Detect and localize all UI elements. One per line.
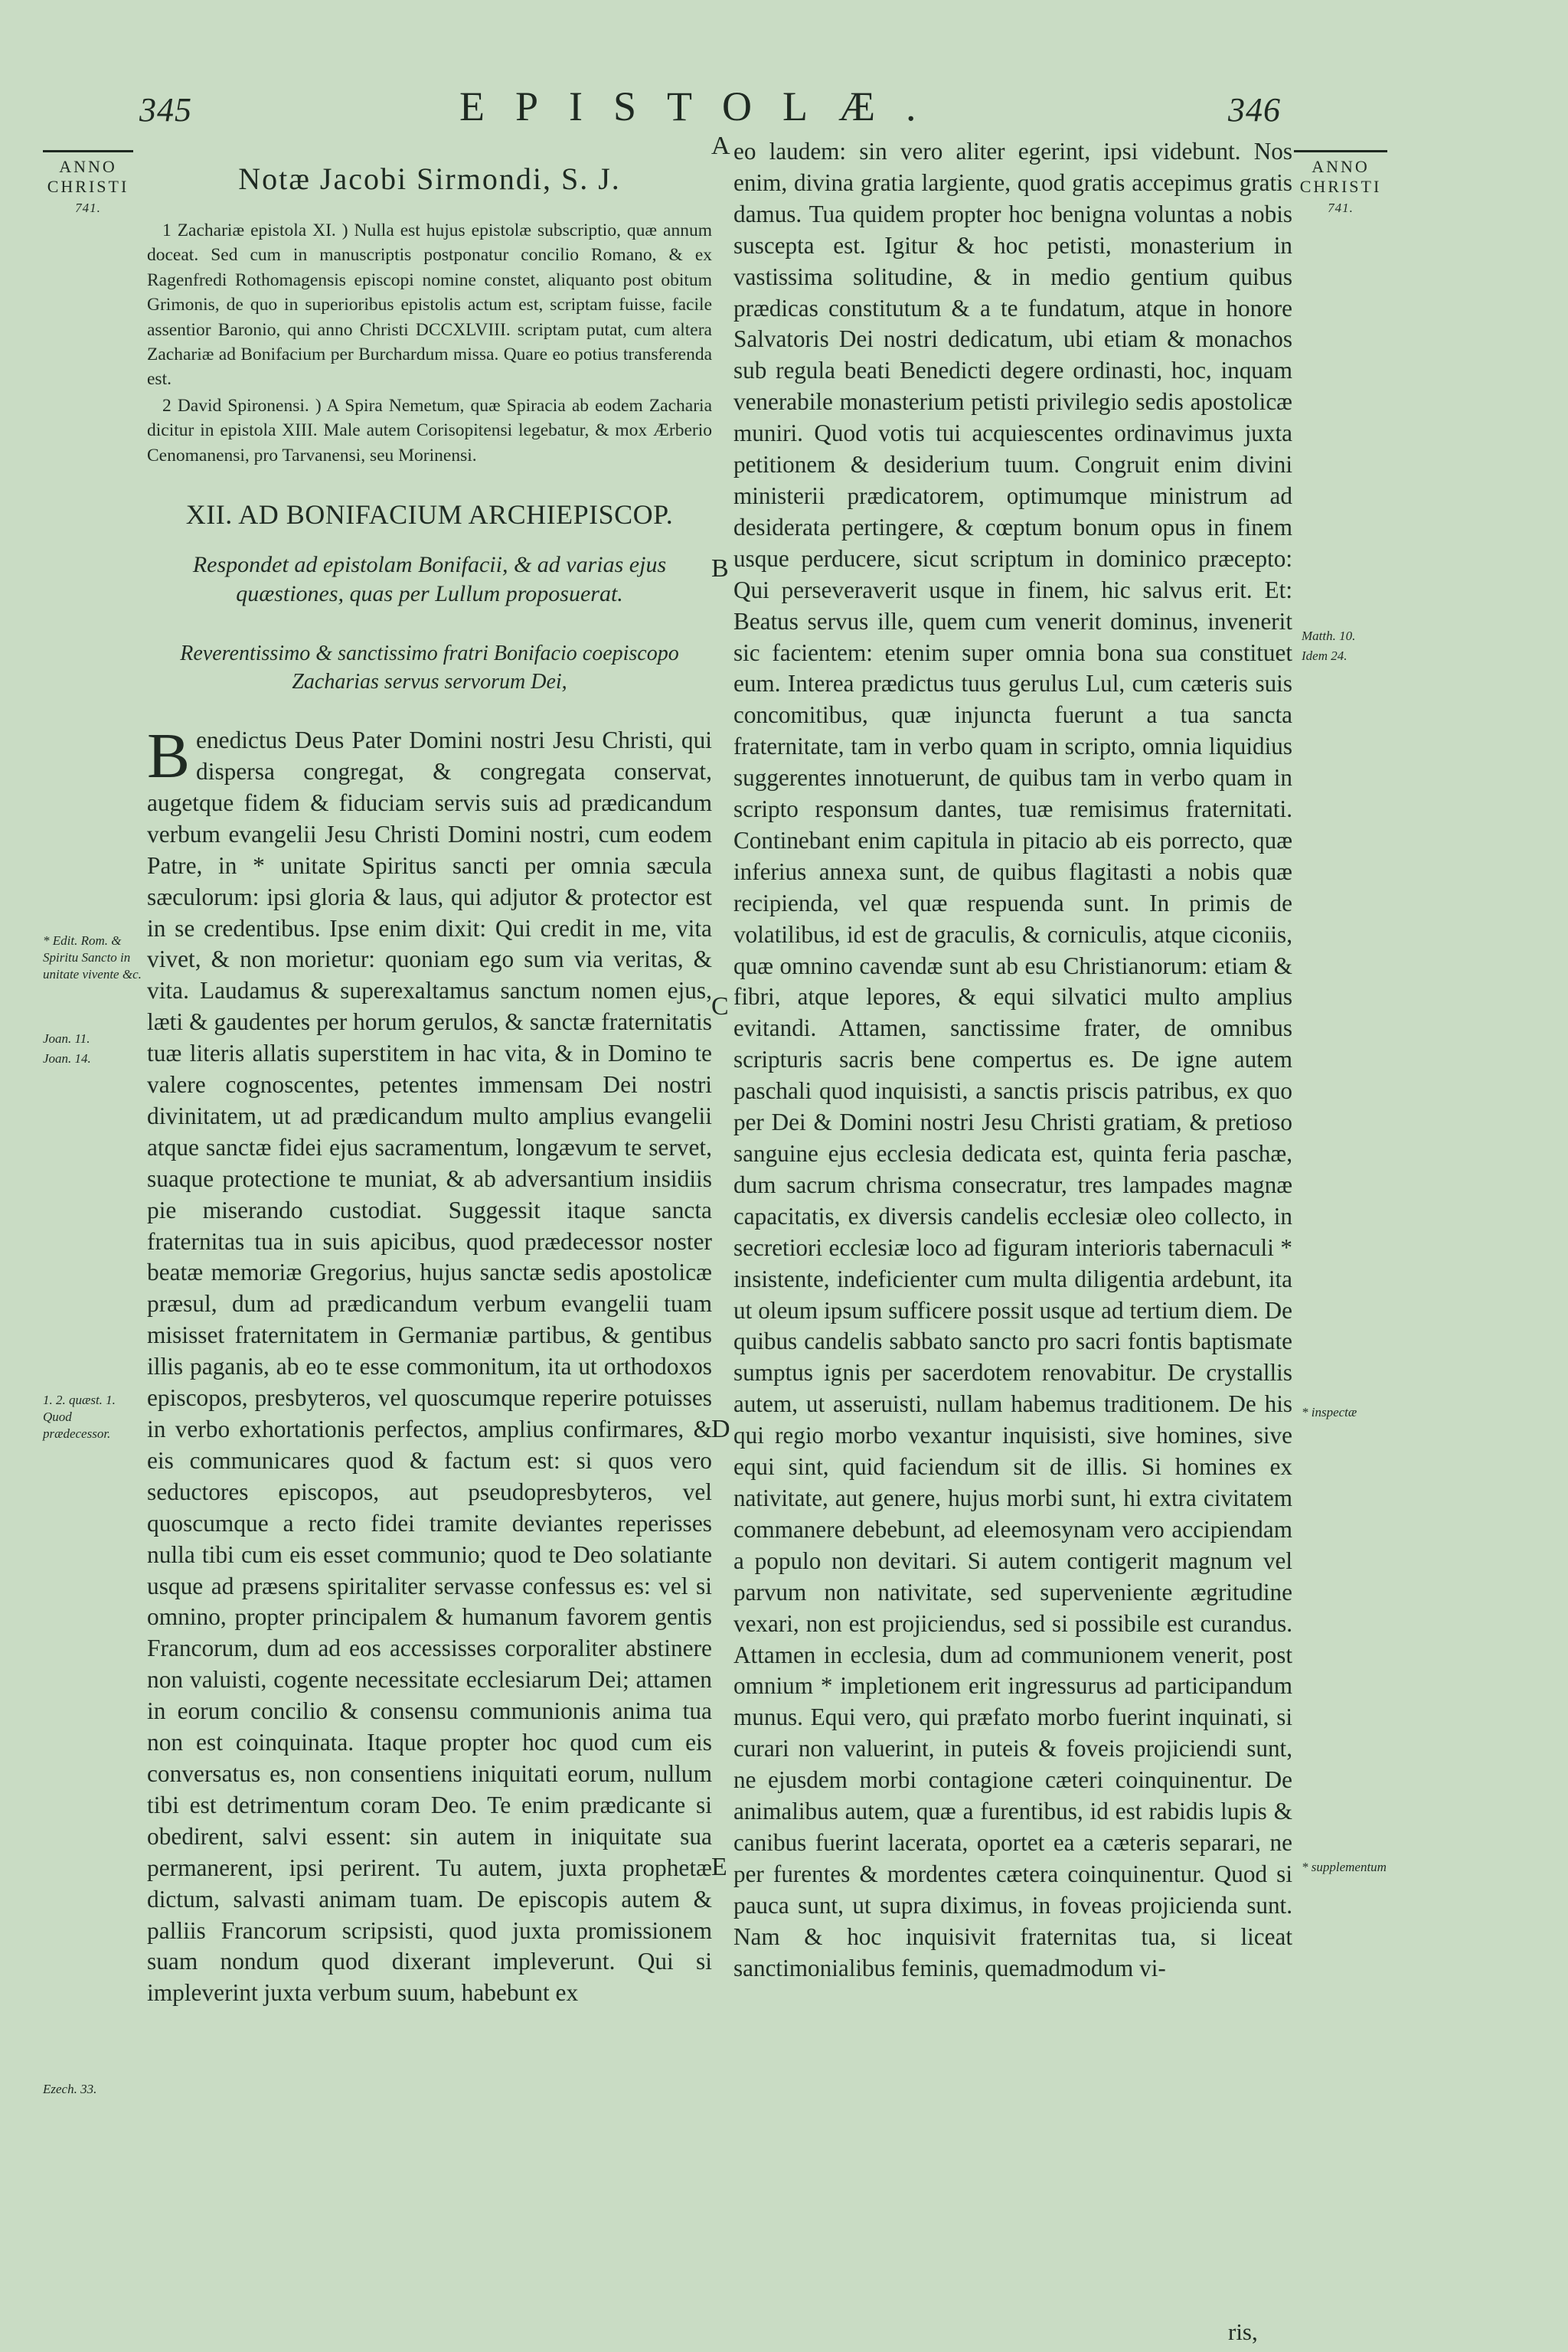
drop-initial: B	[147, 720, 191, 792]
footnote-1: 1 Zachariæ epistola XI. ) Nulla est hujus epistolæ subscriptio, quæ annum doceat. Sed cum in manuscriptis postponatur concilio Romano, & ex Ragenfredi Rothomagensis episcopi nomine constet, aliquanto post obitum Grimonis, de quo in superioribus epistolis actum est, scriptam fuisse, facile assentior Baronio, qui anno Christi DCCXLVIII. scriptam putat, cum altera Zachariæ ad Bonifacium per Burchardum missa. Quare eo potius transferenda est.	[147, 220, 712, 390]
section-letter-e: E	[711, 1853, 727, 1881]
page-number-right: 346	[1228, 91, 1281, 129]
left-column	[147, 144, 712, 2009]
catchword: ris,	[1228, 2318, 1258, 2345]
chapter-argument: Respondet ad epistolam Bonifacii, & ad varias ejus quæstiones, quas per Lullum proposuerat.	[192, 552, 667, 607]
letter-body-left	[147, 720, 712, 2009]
christi-label: CHRISTI	[47, 177, 129, 196]
anno-label: ANNO	[59, 157, 117, 176]
margin-note-supplementum: * supplementum	[1302, 1860, 1387, 1874]
body-text: enedictus Deus Pater Domini nostri Jesu Christi, qui dispersa congregat, & congregata conservat, augetque fidem & fiduciam servis suis ad prædicandum verbum evangelii Jesu Christi Domini nostri, cum eodem Patre, in * unitate Spiritus sancti per omnia sæcula sæculorum: ipsi gloria & laus, qui adjutor & protector est in se credentibus. Ipse enim dixit: Qui credit in me, vita vivet, & non morietur: quoniam ego sum via veritas, & vita. Laudamus & superexaltamus sanctum nomen ejus, læti & gaudentes per horum gerulos, & sanctæ fraternitatis tuæ literis allatis superstitem in hac vita, & in Domino te valere cognoscentes, petentes immensam Dei nostri divinitatem, ut ad prædicandum multo amplius evangelii atque sanctæ fidei ejus sacramentum, longævum te servet, suaque protectione te muniat, & ab adversantium insidiis pie miserando custodiat. Suggessit itaque sancta fraternitas tua in suis apicibus, quod prædecessor noster beatæ memoriæ Gregorius, hujus sanctæ sedis apostolicæ præsul, dum ad prædicandum verbum evangelii tuam misisset fraternitatem in Germaniæ partibus, & gentibus illis paganis, ab eo te esse commonitum, ita ut orthodoxos episcopos, presbyteros, vel quoscumque reperire potuisses in verbo exhortationis perfectos, amplius confirmares, & eis communicares quod & factum est: si quos vero seductores episcopos, aut pseudopresbyteros, vel quoscumque a recto fidei tramite deviantes reperisses nulla tibi cum eis esset communio; quod te Deo solatiante usque ad præsens spiritaliter servasse confessus es: vel si omnino, propter principalem & humanum favorem gentis Francorum, dum ad eos accessisses corporaliter abstinere non valuisti, cogente necessitate ecclesiarum Dei; attamen in eorum concilio & consensu communionis anima tua non est coinquinata. Itaque propter hoc quod cum eis conversatus es, non consentiens iniquitati eorum, nullum tibi est detrimentum coram Deo. Te enim prædicante si obedirent, salvi essent: sin autem in iniquitate sua permanerent, ipsi perirent. Tu autem, juxta prophetæ dictum, salvasti animam tuam. De episcopis autem & palliis Francorum scripsisti, quod juxta promissionem suam nondum quod dixerant impleverunt. Qui si impleverint juxta verbum suum, habebunt ex	[147, 727, 712, 2007]
letter-body-right: eo laudem: sin vero aliter egerint, ipsi videbunt. Nos enim, divina gratia largiente, quod gratis accepimus gratis damus. Tua quidem propter hoc benigna voluntas a nobis suscepta est. Igitur & hoc petisti, monasterium in vastissima solitudine, & in medio gentium quibus prædicas constitutum & a te fundatum, atque in honore Salvatoris Dei nostri dedicatum, ubi etiam & monachos sub regula beati Benedicti degere ordinasti, hoc, inquam venerabile monasterium petisti privilegio sedis apostolicæ muniri. Quod votis tui acquiescentes ordinavimus juxta petitionem & desiderium tuum. Congruit enim divini ministerii prædicatorem, optimumque ministrum ad desiderata pertingere, & cœptum bonum opus in finem usque perducere, sicut scriptum in dominico præcepto: Qui perseveraverit usque in finem, hic salvus erit. Et: Beatus servus ille, quem cum venerit dominus, invenerit sic facientem: etenim super omnia bona sua constituet eum. Interea prædictus tuus gerulus Lul, cum cæteris suis concomitibus, quæ injuncta fuerunt a tua sancta fraternitate, tam in verbo quam in scripto, omnia liquidius suggerentes innotuerunt, de quibus tam in verbo quam in scripto responsum dantes, tuæ remisimus fraternitati. Continebant enim capitula in pitacio ab eis porrecto, quæ inferius annexa sunt, de quibus flagitasti a nobis quæ recipienda, vel quæ respuenda sunt. In primis de volatilibus, id est de graculis, & corniculis, atque ciconiis, quæ omnino cavendæ sunt ab esu Christianorum: etiam & fibri, atque lepores, & equi silvatici multo amplius evitandi. Attamen, sanctissime frater, de omnibus scripturis sacris bene compertus es. De igne autem paschali quod inquisisti, a sanctis priscis patribus, ex quo per Dei & Domini nostri Jesu Christi gratiam, & pretioso sanguine ejus ecclesia dedicata est, quinta feria paschæ, dum sacrum chrisma consecratur, tres lampades magnæ capacitatis, ex diversis candelis ecclesiæ oleo collecto, in secretiori ecclesiæ loco ad figuram interioris tabernaculi * insistente, indeficienter cum multa diligentia ardebunt, ita ut oleum ipsum sufficere possit usque ad tertium diem. De quibus candelis sabbato sancto pro sacri fontis baptismate sumptus ignis per sacerdotem renovabitur. De crystallis autem, ut asseruisti, nullam habemus traditionem. De his qui regio morbo vexantur inquisisti, sive homines, sive equi sint, quid faciendum sit de illis. Si homines ex nativitate, aut genere, hujus morbi sunt, hi extra civitatem commanere debebunt, ad eleemosynam vero accipiendam a populo non devitari. Si autem contigerit magnum vel parvum non nativitate, sed superveniente ægritudine vexari, non est projiciendus, sed si possibile est curandus. Attamen in ecclesia, dum ad communionem venerit, post omnium * impletionem erit ingressurus ad participandum munus. Equi vero, qui præfato morbo fuerint inquinati, si curari non valuerint, in puteis & foveis projiciendi sunt, ne ejusdem morbi contagione cæteri coinquinentur. De animalibus autem, quæ a furentibus, id est rabidis lupis & canibus fuerint lacerata, oportet ea a cæteris separari, ne per furentes & mordentes cætera coinquinentur. Quod si pauca sunt, ut supra diximus, in foveas projicienda sunt. Nam & hoc inquisivit fraternitas tua, si liceat sanctimonialibus feminis, quemadmodum vi-	[733, 138, 1292, 1981]
margin-note-matth: Matth. 10.	[1302, 629, 1356, 643]
anno-christi-left	[43, 150, 133, 218]
margin-note-ezech: Ezech. 33.	[43, 2082, 97, 2096]
running-title: EPISTOLÆ.	[459, 83, 947, 129]
christi-label: CHRISTI	[1299, 177, 1382, 196]
margin-note-idem: Idem 24.	[1302, 648, 1348, 663]
section-letter-b: B	[711, 554, 729, 583]
right-column	[733, 136, 1292, 1984]
margin-note-joan-11: Joan. 11.	[43, 1031, 90, 1046]
anno-rule	[43, 150, 133, 152]
page-number-left: 345	[139, 91, 192, 129]
anno-rule	[1294, 150, 1387, 152]
anno-year: 741.	[1328, 201, 1354, 215]
notae-title: Notæ Jacobi Sirmondi, S. J.	[238, 162, 621, 196]
anno-label: ANNO	[1312, 157, 1370, 176]
footnote-2: 2 David Spironensi. ) A Spira Nemetum, quæ Spiracia ab eodem Zacharia dicitur in epistola XIII. Male autem Corisopitensi legebatur, & mox Ærberio Cenomanensi, pro Tarvanensi, seu Morinensi.	[147, 395, 712, 466]
salutation: Reverentissimo & sanctissimo fratri Bonifacio coepiscopo Zacharias servus servorum Dei,	[180, 642, 679, 694]
margin-note-quaest: 1. 2. quæst. 1. Quod prædecessor.	[43, 1393, 116, 1441]
section-letter-c: C	[711, 992, 729, 1021]
margin-note-inspectae: * inspectæ	[1302, 1405, 1357, 1419]
chapter-title: XII. AD BONIFACIUM ARCHIEPISCOP.	[185, 499, 674, 531]
margin-note-edit-rom: * Edit. Rom. & Spiritu Sancto in unitate vivente &c.	[43, 933, 142, 982]
anno-christi-right	[1294, 150, 1387, 218]
anno-year: 741.	[75, 201, 101, 215]
section-letter-a: A	[711, 132, 730, 160]
margin-note-joan-14: Joan. 14.	[43, 1051, 91, 1066]
section-letter-d: D	[711, 1415, 730, 1443]
